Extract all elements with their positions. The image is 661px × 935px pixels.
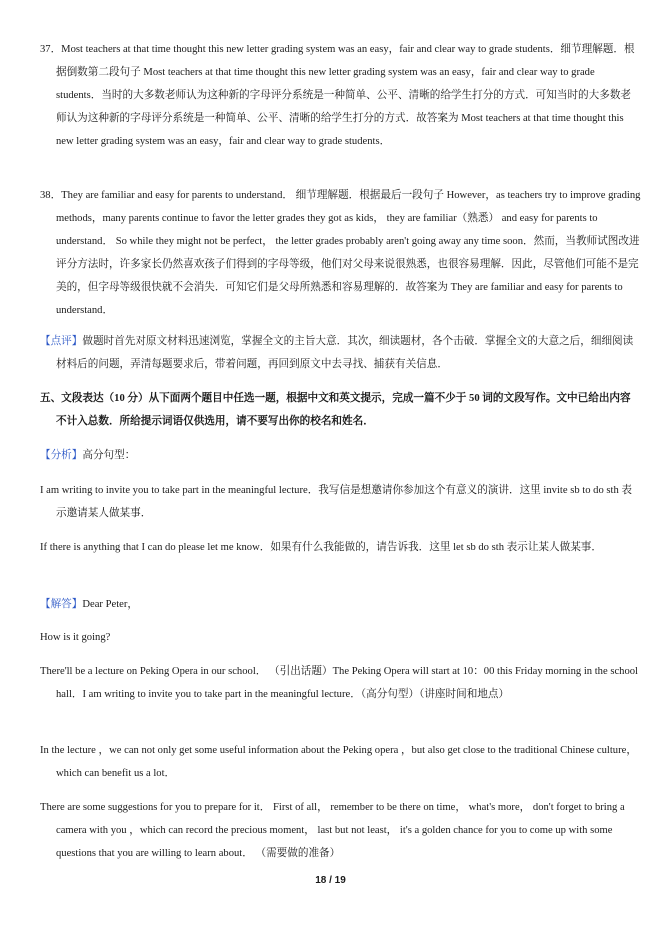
high-score-sentence-2: If there is anything that I can do please let me know．如果有什么我能做的，请告诉我．这里 let sb do sth 表示让某人做某事． bbox=[40, 542, 602, 553]
analysis-paragraph bbox=[40, 444, 641, 467]
answer-greeting bbox=[40, 593, 641, 616]
answer-tag: 【解答】 bbox=[40, 599, 83, 610]
comment-text: 做题时首先对原文材料迅速浏览，掌握全文的主旨大意．其次，细读题材，各个击破．掌握全文的大意之后，细细阅读材料后的问题，弄清每题要求后，带着问题，再回到原文中去寻找、捕获有关信息． bbox=[56, 336, 634, 370]
greeting-text: Dear Peter， bbox=[82, 599, 138, 610]
comment-tag: 【点评】 bbox=[40, 336, 83, 347]
high-score-sentence-1: I am writing to invite you to take part in the meaningful lecture．我写信是想邀请你参加这个有意义的演讲．这里 invite sb to do sth 表示邀请某人做某事． bbox=[40, 485, 632, 519]
analysis-tag: 【分析】 bbox=[40, 450, 83, 461]
essay-paragraph-1: How is it going? bbox=[40, 632, 111, 643]
essay-paragraph-2: There'll be a lecture on Peking Opera in our school． （引出话题）The Peking Opera will start at 10：00 this Friday morning in the school hall．I am writing to invite you to take part in the meaningful lecture．（高分句型）（讲座时间和地点） bbox=[40, 666, 638, 700]
essay-paragraph-4: There are some suggestions for you to prepare for it． First of all， remember to be there on time， what's more， don't forget to bring a camera with you ，which can record the precious moment， last but not least， it's a golden chance for you to come up with some questions that you are willing to learn about． （需要做的准备） bbox=[40, 802, 625, 859]
answer-explanation-37: 37．Most teachers at that time thought this new letter grading system was an easy，fair and clear way to grade students．细节理解题．根据倒数第二段句子 Most teachers at that time thought this new letter grading system was an easy，fair and clear way to grade students．当时的大多数老师认为这种新的字母评分系统是一种简单、公平、清晰的给学生打分的方式．可知当时的大多数老师认为这种新的字母评分系统是一种简单、公平、清晰的给学生打分的方式．故答案为 Most teachers at that time thought this new letter grading system was an easy，fair and clear way to grade students． bbox=[40, 44, 635, 147]
page-number: 18 / 19 bbox=[315, 875, 346, 886]
essay-paragraph-3: In the lecture ，we can not only get some useful information about the Peking opera ，but also get close to the traditional Chinese culture， which can benefit us a lot． bbox=[40, 745, 637, 779]
answer-explanation-38: 38．They are familiar and easy for parents to understand． 细节理解题．根据最后一段句子 However，as teachers try to improve grading methods，many parents continue to favor the letter grades they got as kids， they are familiar（熟悉） and easy for parents to understand． So while they might not be perfect， the letter grades probably aren't going away any time soon．然而，当教师试图改进评分方法时，许多家长仍然喜欢孩子们得到的字母等级，他们对父母来说很熟悉，也很容易理解．因此，尽管他们可能不是完美的，但字母等级很快就不会消失．可知它们是父母所熟悉和容易理解的．故答案为 They are familiar and easy for parents to understand． bbox=[40, 190, 641, 316]
analysis-text: 高分句型： bbox=[82, 450, 136, 461]
comment-paragraph bbox=[40, 330, 641, 376]
section-five-heading: 五、文段表达（10 分）从下面两个题目中任选一题，根据中文和英文提示，完成一篇不少于 50 词的文段写作。文中已给出内容不计入总数．所给提示词语仅供选用，请不要写出你的校名和姓名． bbox=[40, 393, 631, 427]
